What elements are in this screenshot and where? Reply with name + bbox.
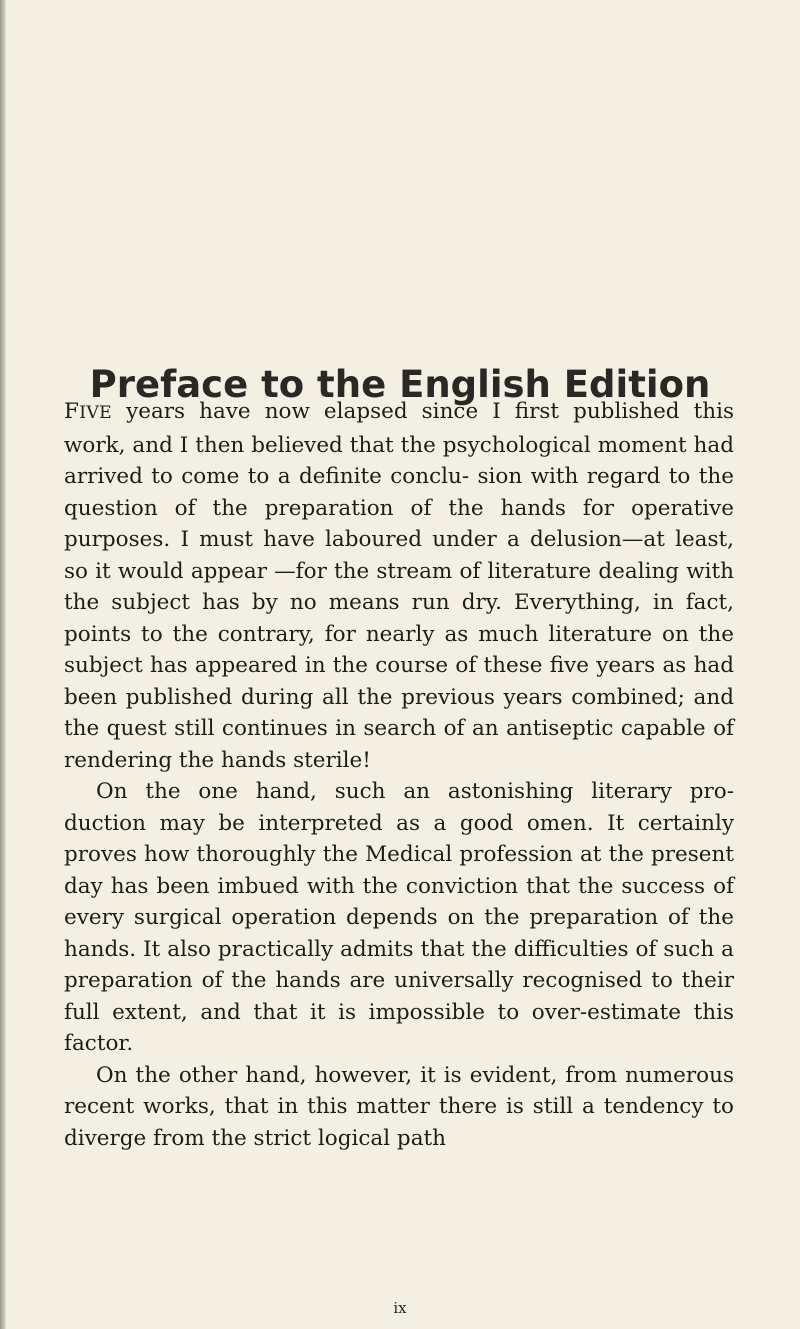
paragraph-1-text: years have now elapsed since I first published this work, and I then believed that the psychological moment had arrived to come to a definite conclu- sion with regard to the question of the preparation of the hands for operative purposes. I must have laboured under a delusion—at least, so it would appear —for the stream of literature dealing with the subject has by no means run dry. Everything, in fact, points to the contrary, for nearly as much literature on the subject has appeared in the course of these five years as had been published during all the previous years combined; and the quest still continues in search of an antiseptic capable of rendering the hands sterile! bbox=[64, 399, 734, 773]
paragraph-2: On the one hand, such an astonishing literary pro- duction may be interpreted as a good omen. It certainly proves how thoroughly the Medical profession at the present day has been imbued with the conviction that the success of every surgical operation depends on the preparation of the hands. It also practically admits that the difficulties of such a preparation of the hands are universally recognised to their full extent, and that it is impossible to over-estimate this factor. bbox=[64, 779, 734, 1056]
paragraph-3: On the other hand, however, it is evident, from numerous recent works, that in this matter there is still a tendency to diverge from the strict logical path bbox=[64, 1062, 734, 1151]
lead-word-rest: IVE bbox=[79, 403, 113, 423]
lead-word-small-caps bbox=[64, 399, 113, 424]
lead-word-initial: F bbox=[64, 399, 80, 424]
page-binding-edge bbox=[0, 0, 6, 1329]
paragraph-1 bbox=[64, 396, 734, 776]
page-title: Preface to the English Edition bbox=[89, 362, 711, 406]
page-number: ix bbox=[393, 1299, 407, 1317]
body-text bbox=[64, 396, 734, 1154]
